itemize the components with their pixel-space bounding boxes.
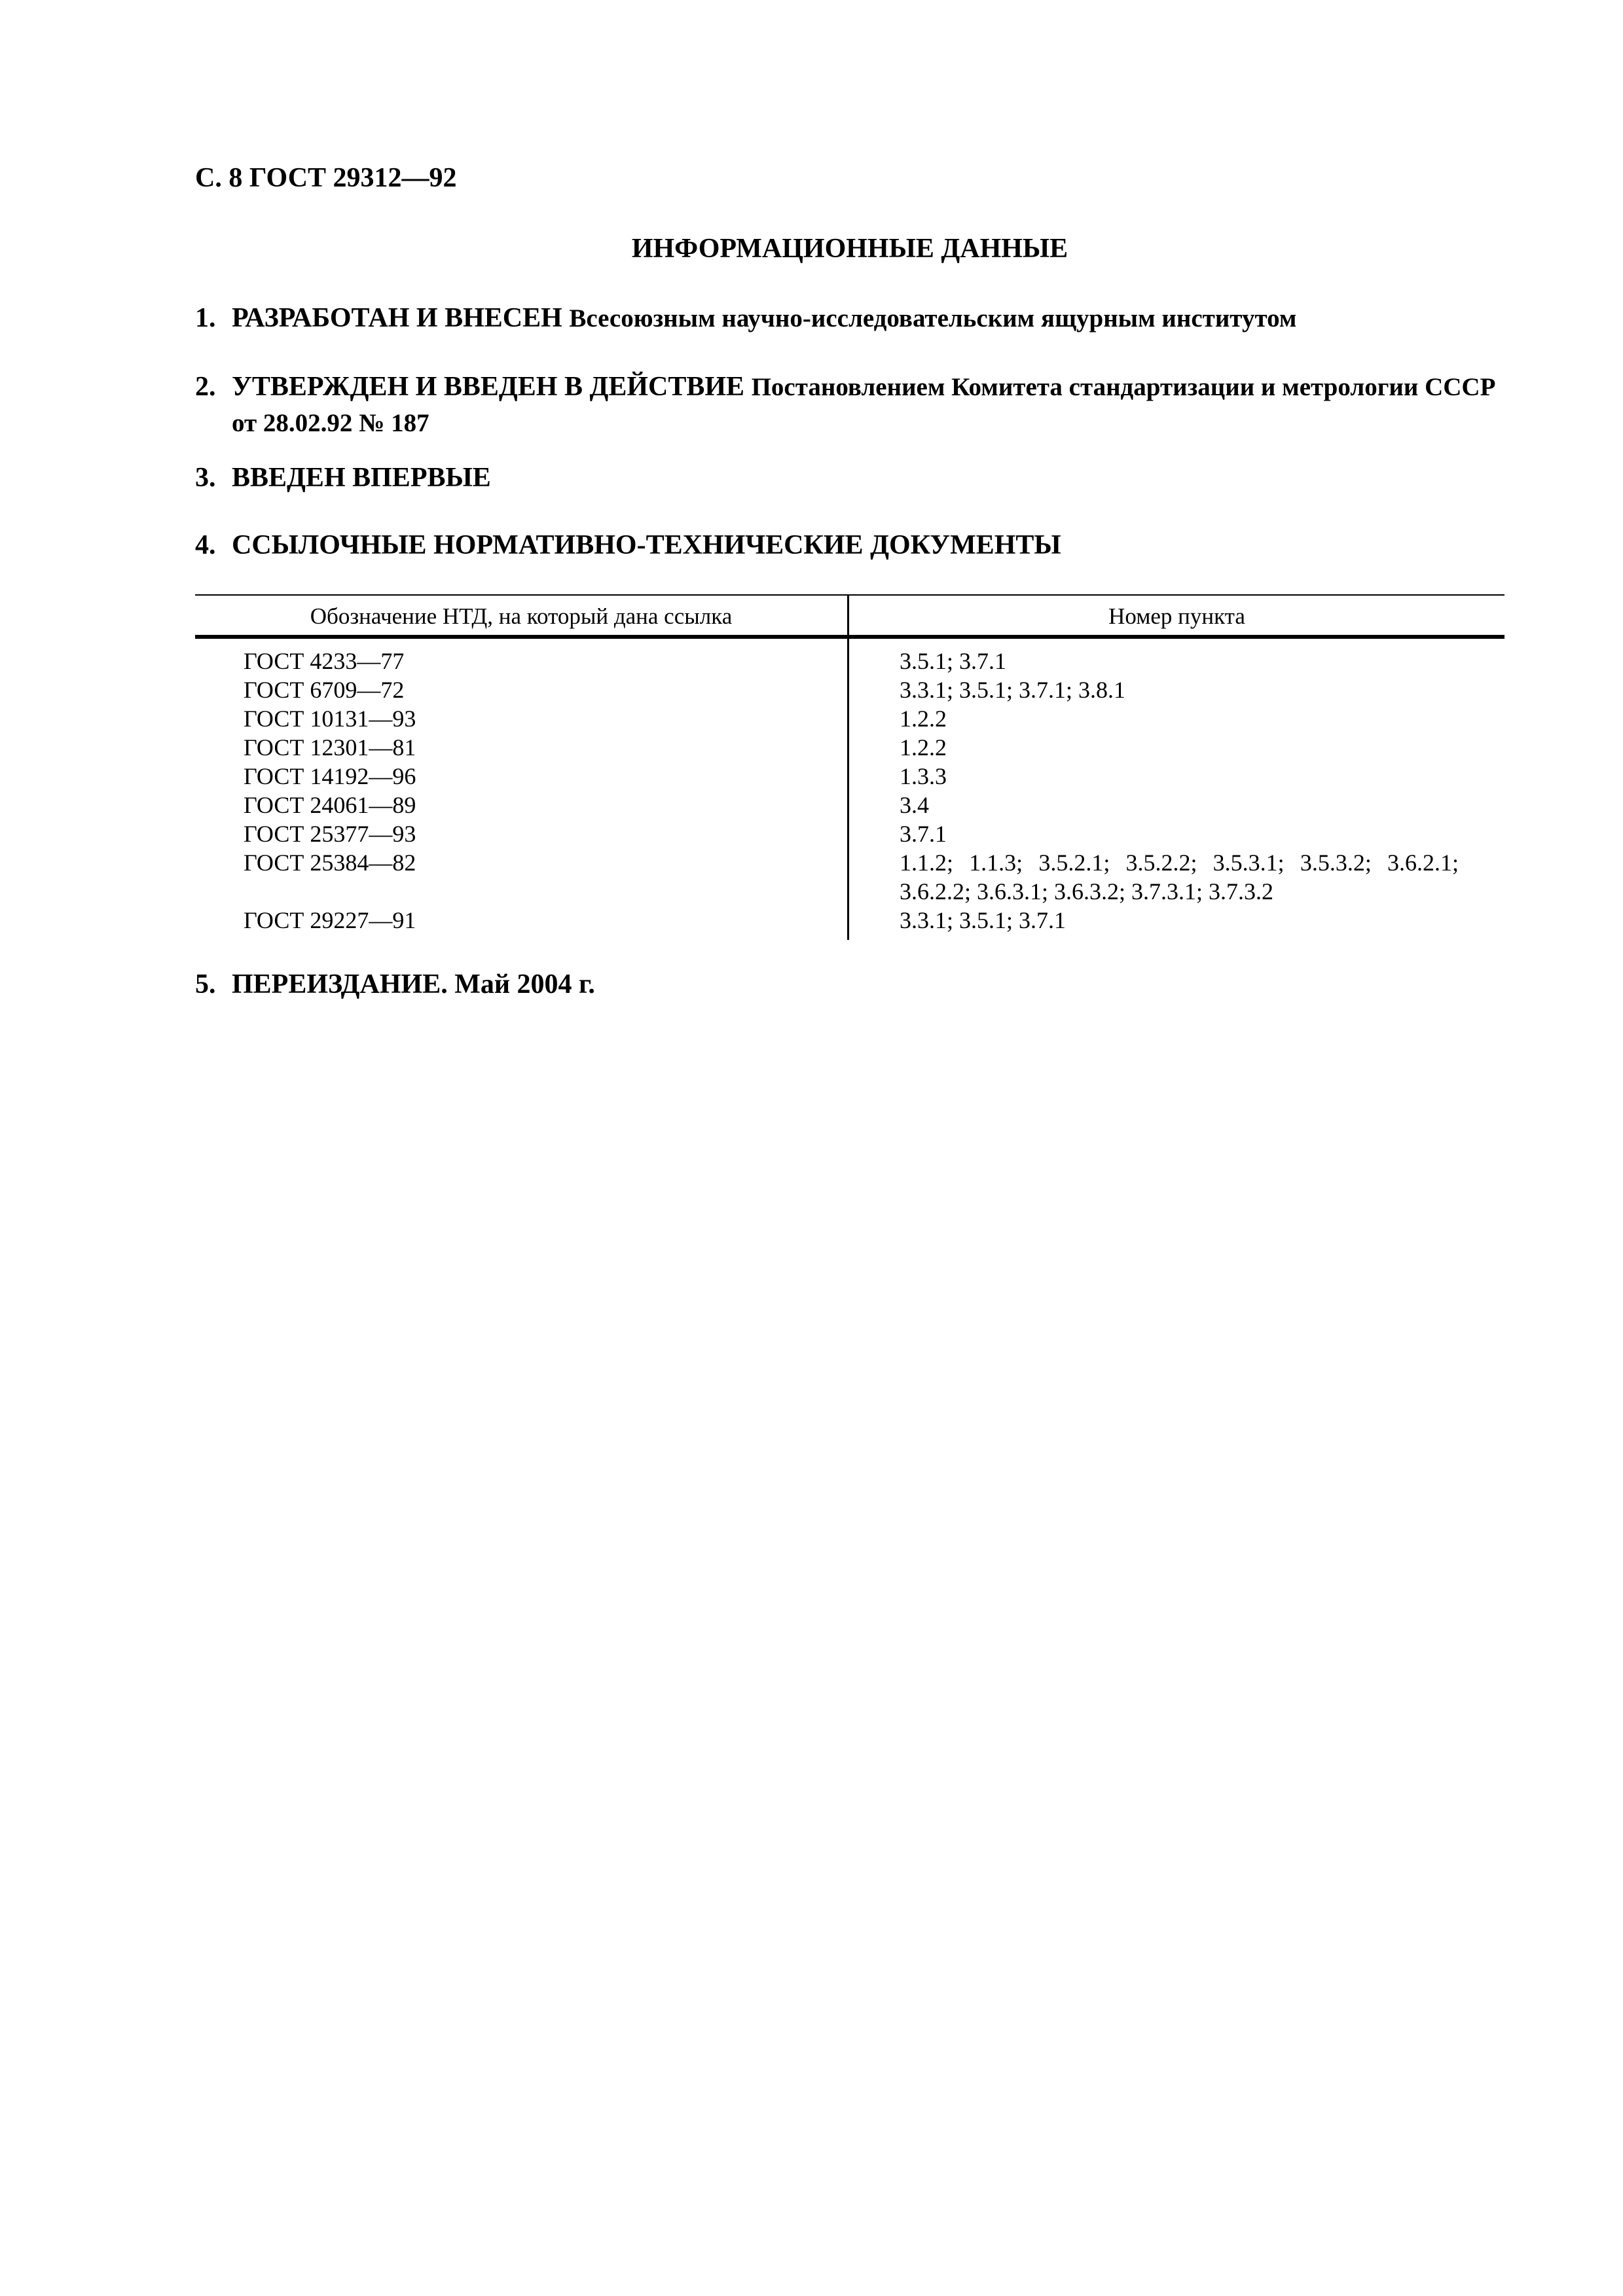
table-row <box>195 906 1504 935</box>
table-row <box>195 848 1504 906</box>
page-header: С. 8 ГОСТ 29312—92 <box>195 163 457 193</box>
item-number-cell: 1.2.2 <box>900 706 947 732</box>
page-title: ИНФОРМАЦИОННЫЕ ДАННЫЕ <box>631 234 1068 264</box>
item-number-cell: 3.3.1; 3.5.1; 3.7.1 <box>900 907 1067 933</box>
table-header-rule <box>195 635 1504 639</box>
table-row <box>195 791 1504 819</box>
item-number: 5. <box>195 969 216 999</box>
item-number-line-2: 3.6.2.2; 3.6.3.1; 3.6.3.2; 3.7.3.1; 3.7.3.2 <box>900 878 1274 905</box>
item-number: 1. <box>195 303 216 333</box>
table-row <box>195 733 1504 762</box>
column-header-item-number: Номер пункта <box>1108 603 1245 629</box>
table-body <box>195 647 1504 935</box>
item-number-line-1: 1.1.2; 1.1.3; 3.5.2.1; 3.5.2.2; 3.5.3.1; 3.5.3.2; 3.6.2.1; <box>900 850 1459 876</box>
item-number: 4. <box>195 530 216 560</box>
table-row <box>195 675 1504 704</box>
item-lead: ВВЕДЕН ВПЕРВЫЕ <box>232 463 491 493</box>
item-number: 3. <box>195 463 216 493</box>
item-number-cell: 1.2.2 <box>900 734 947 761</box>
item-number-cell: 1.3.3 <box>900 763 947 789</box>
info-item-5 <box>195 967 1504 1002</box>
document-cell: ГОСТ 24061—89 <box>244 792 416 818</box>
item-number-cell <box>850 848 1459 906</box>
item-lead: РАЗРАБОТАН И ВНЕСЕН <box>232 303 562 333</box>
item-lead: ПЕРЕИЗДАНИЕ. Май 2004 г. <box>232 969 595 999</box>
info-item-3 <box>195 460 1504 495</box>
table-row <box>195 762 1504 791</box>
info-item-1 <box>195 300 1504 336</box>
item-lead: УТВЕРЖДЕН И ВВЕДЕН В ДЕЙСТВИЕ <box>232 372 745 402</box>
column-header-document: Обозначение НТД, на который дана ссылка <box>310 603 733 629</box>
document-cell: ГОСТ 4233—77 <box>244 648 405 674</box>
document-cell: ГОСТ 12301—81 <box>244 734 416 761</box>
item-number-cell: 3.7.1 <box>900 821 947 847</box>
document-cell: ГОСТ 10131—93 <box>244 706 416 732</box>
item-text: Всесоюзным научно-исследовательским ящурным институтом <box>569 304 1297 332</box>
item-text: Постановлением Комитета стандартизации и метрологии СССР от 28.02.92 № 187 <box>232 373 1496 437</box>
table-row <box>195 647 1504 675</box>
document-cell: ГОСТ 25377—93 <box>244 821 416 847</box>
item-number-cell: 3.3.1; 3.5.1; 3.7.1; 3.8.1 <box>900 677 1126 703</box>
document-cell: ГОСТ 14192—96 <box>244 763 416 789</box>
item-number: 2. <box>195 372 216 402</box>
info-item-2 <box>195 369 1504 441</box>
table-row <box>195 704 1504 733</box>
table-row <box>195 819 1504 848</box>
item-number-cell: 3.4 <box>900 792 929 818</box>
table-top-rule <box>195 594 1504 596</box>
document-cell: ГОСТ 6709—72 <box>244 677 405 703</box>
item-lead: ССЫЛОЧНЫЕ НОРМАТИВНО-ТЕХНИЧЕСКИЕ ДОКУМЕНТЫ <box>232 530 1061 560</box>
document-cell: ГОСТ 25384—82 <box>244 850 416 876</box>
document-cell: ГОСТ 29227—91 <box>244 907 416 933</box>
info-item-4 <box>195 528 1504 563</box>
item-number-cell: 3.5.1; 3.7.1 <box>900 648 1007 674</box>
